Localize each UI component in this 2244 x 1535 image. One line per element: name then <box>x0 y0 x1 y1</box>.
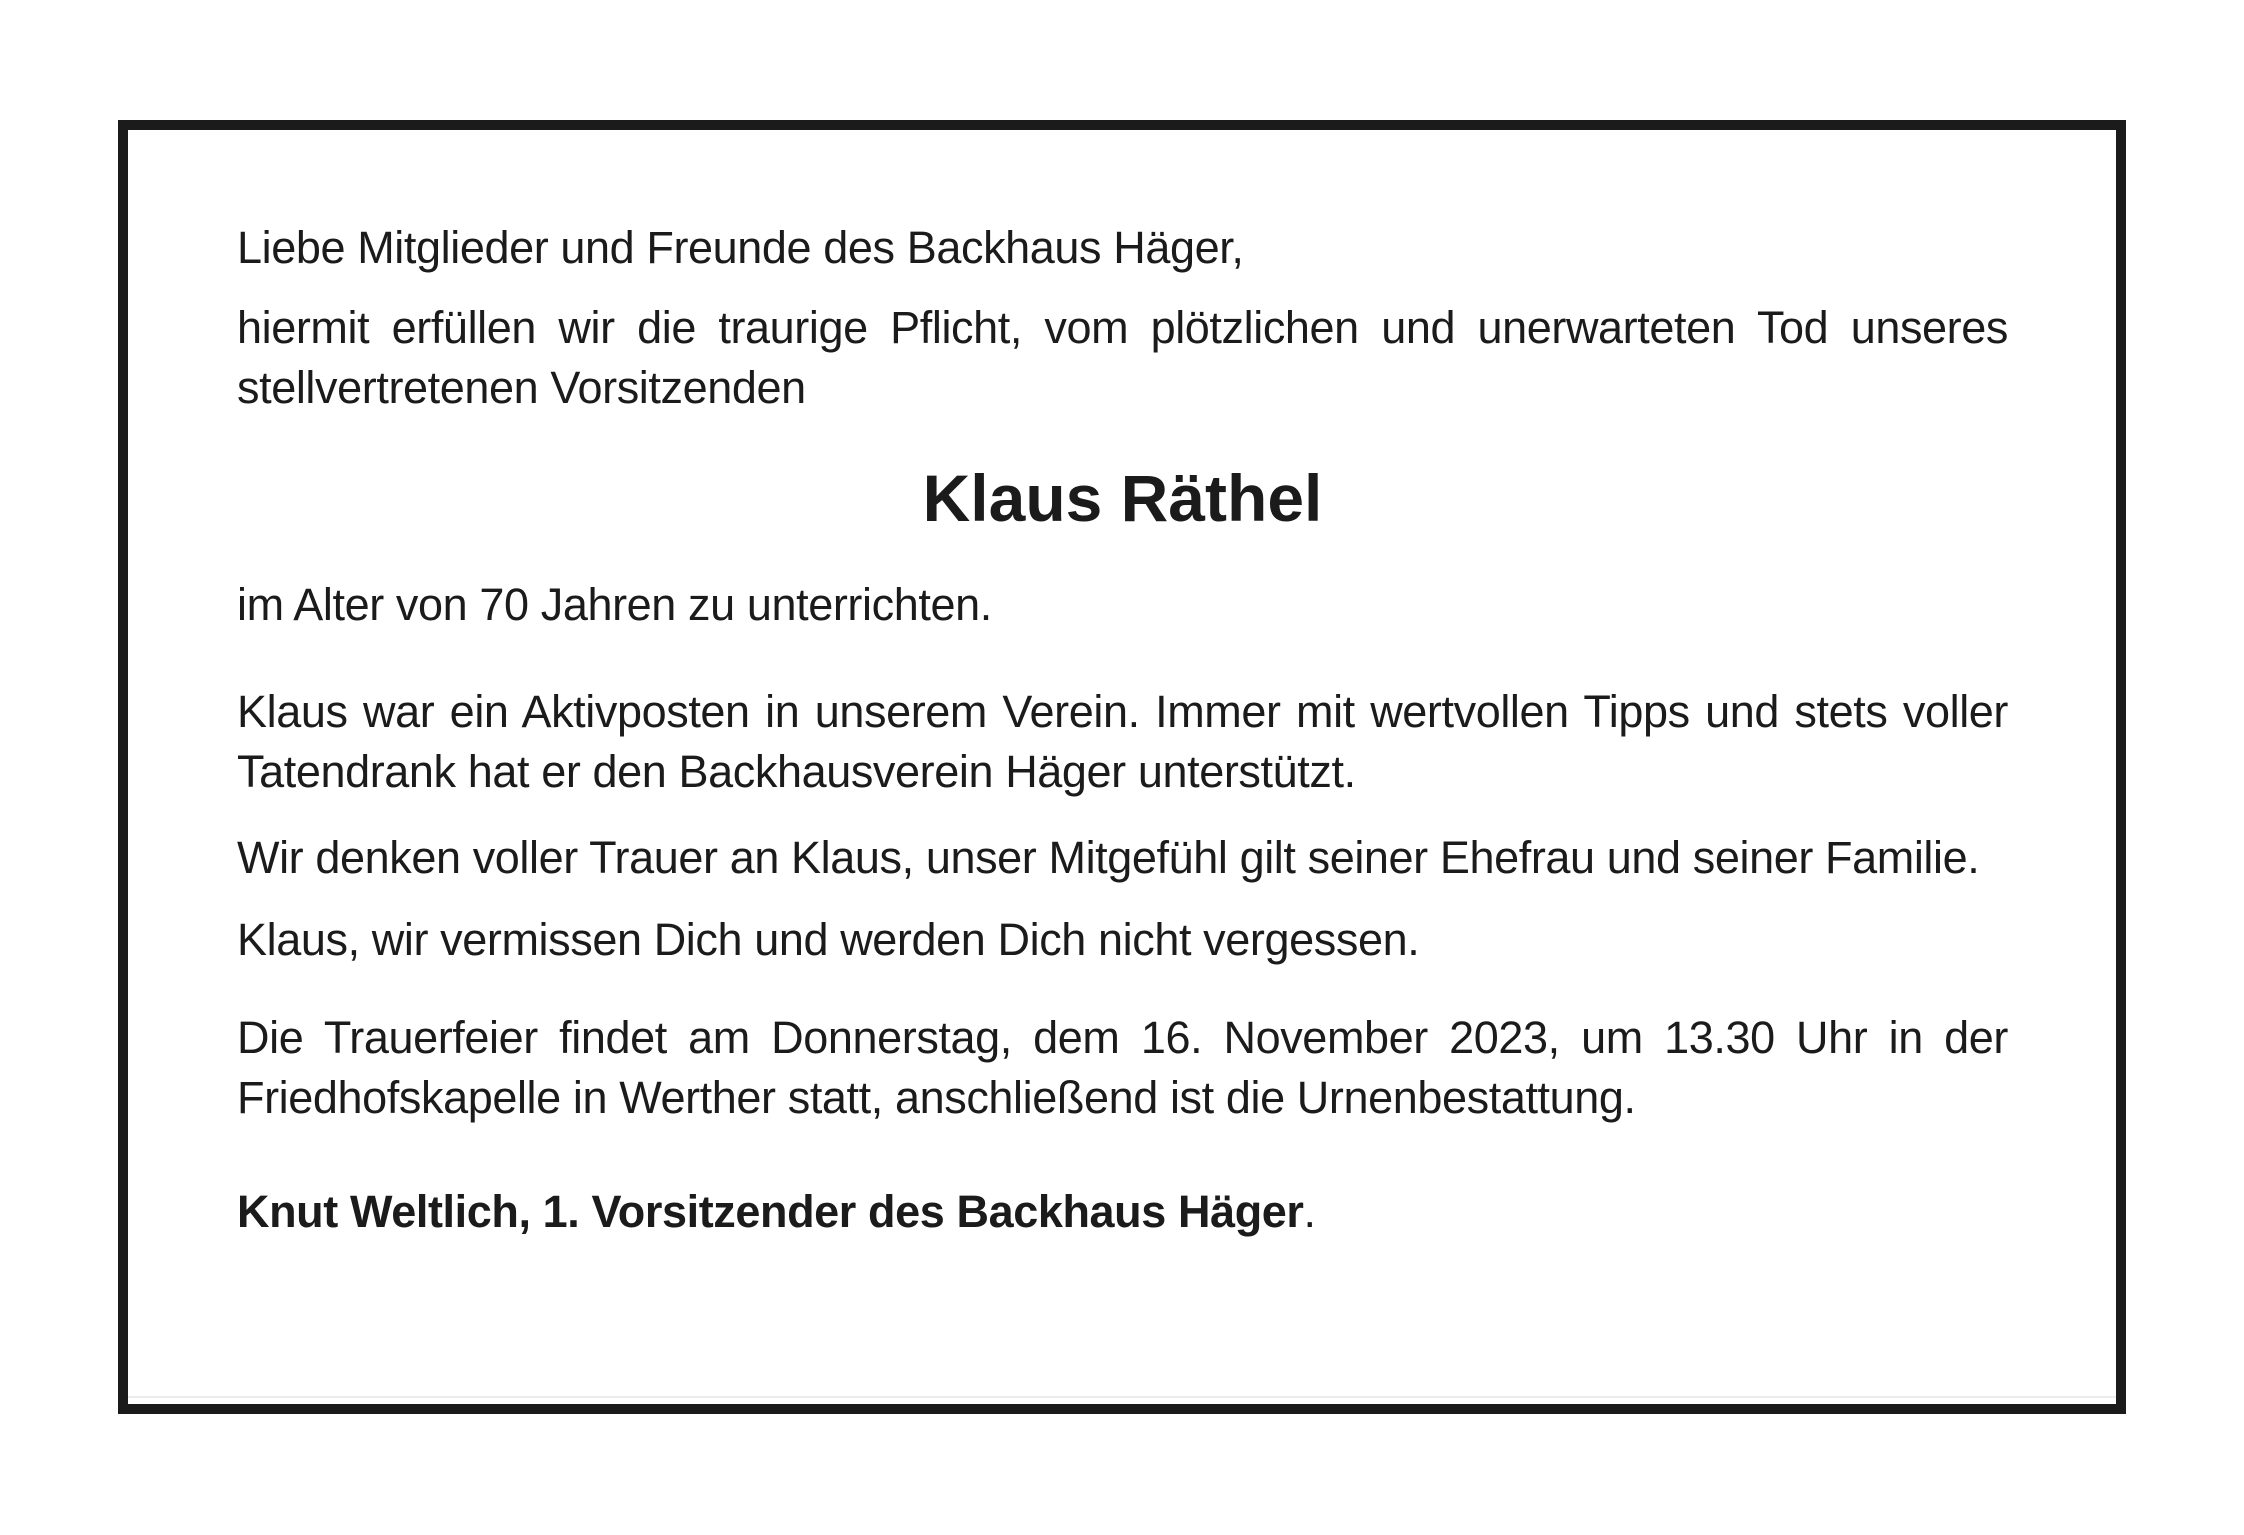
age-line: im Alter von 70 Jahren zu unterrichten. <box>237 579 992 630</box>
tribute-paragraph-2: Wir denken voller Trauer an Klaus, unser Mitgefühl gilt seiner Ehefrau und seiner Familie. <box>237 832 1980 883</box>
salutation-line: Liebe Mitglieder und Freunde des Backhaus Häger, <box>237 222 1244 273</box>
deceased-name: Klaus Räthel <box>922 461 1323 535</box>
signature-period: . <box>1303 1186 1316 1237</box>
scan-artifact-line <box>128 1396 2116 1398</box>
notice-content <box>128 130 2116 1242</box>
notice-border <box>118 120 2126 1414</box>
tribute-paragraph-1: Klaus war ein Aktivposten in unserem Verein. Immer mit wertvollen Tipps und stets voller Tatendrank hat er den Backhausverein Häger unterstützt. <box>237 686 2008 797</box>
tribute-paragraph-3: Klaus, wir vermissen Dich und werden Dich nicht vergessen. <box>237 914 1420 965</box>
signature-line <box>237 1182 2008 1242</box>
funeral-info-paragraph: Die Trauerfeier findet am Donnerstag, dem 16. November 2023, um 13.30 Uhr in der Friedhofskapelle in Werther statt, anschließend ist die Urnenbestattung. <box>237 1012 2008 1123</box>
intro-paragraph: hiermit erfüllen wir die traurige Pflicht, vom plötzlichen und unerwarteten Tod unseres stellvertretenen Vorsitzenden <box>237 302 2008 413</box>
signature-name-title: Knut Weltlich, 1. Vorsitzender des Backhaus Häger <box>237 1186 1304 1237</box>
